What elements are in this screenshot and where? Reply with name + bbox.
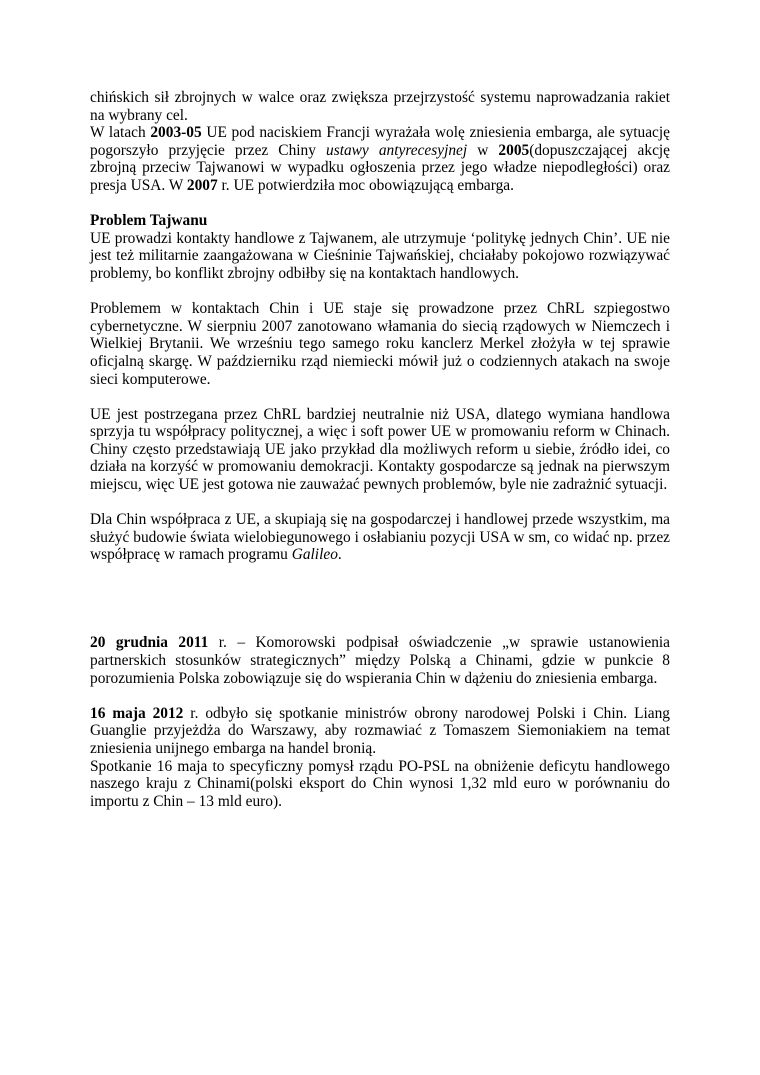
year-2003-05: 2003-05 xyxy=(150,124,202,142)
document-page xyxy=(90,89,670,810)
text-run: r. odbyło się spotkanie ministrów obrony narodowej Polski i Chin. Liang Guanglie przyjeżdża do Warszawy, aby rozmawiać z Tomaszem Siemoniakiem na temat zniesienia unijnego embarga na handel bronią. xyxy=(90,704,670,757)
year-2007: 2007 xyxy=(186,176,218,194)
paragraph-taiwan: UE prowadzi kontakty handlowe z Tajwanem, ale utrzymuje ‘politykę jednych Chin’. UE nie jest też militarnie zaangażowana w Cieśninie Tajwańskiej, chciałaby pokojowo rozwiązywać problemy, bo konflikt zbrojny odbiłby się na kontaktach handlowych. xyxy=(90,229,670,282)
heading-text: Problem Tajwanu xyxy=(90,212,208,230)
spacer xyxy=(90,388,670,406)
paragraph-multipolar xyxy=(90,511,670,564)
text-run: UE pod naciskiem Francji wyrażała wolę zniesienia embarga, ale sytuację pogorszyło przyjęcie przez Chiny xyxy=(90,124,670,159)
text-run: r. UE potwierdziła moc obowiązującą embarga. xyxy=(217,176,514,194)
text-run: r. – Komorowski podpisał oświadczenie „w sprawie ustanowienia partnerskich stosunków strategicznych” między Polską a Chinami, gdzie w punkcie 8 porozumienia Polska zobowiązuje się do wspierania Chin w dążeniu do zniesienia embarga. xyxy=(90,634,670,687)
text-run: Dla Chin współpraca z UE, a skupiają się na gospodarczej i handlowej przede wszystkim, ma służyć budowie świata wielobiegunowego i osłabianiu pozycji USA w sm, co widać np. przez współpracę w ramach programu xyxy=(90,511,670,564)
spacer xyxy=(90,283,670,301)
section-heading xyxy=(90,212,670,230)
spacer xyxy=(90,494,670,512)
law-name: ustawy antyrecesyjnej xyxy=(326,141,468,159)
text-run: (dopuszczającej akcję zbrojną przeciw Tajwanowi w wypadku ogłoszenia przez jego władze niepodległości) oraz presja USA. W xyxy=(90,141,671,194)
spacer xyxy=(90,564,670,634)
text-run: w xyxy=(467,141,499,159)
paragraph-2011-declaration xyxy=(90,634,670,687)
paragraph-soft-power: UE jest postrzegana przez ChRL bardziej neutralnie niż USA, dlatego wymiana handlowa sprzyja tu współpracy politycznej, a więc i soft power UE w promowaniu reform w Chinach. Chiny często przedstawiają UE jako przykład dla możliwych reform u siebie, źródło idei, co działa na korzyść w promowaniu demokracji. Kontakty gospodarcze są jednak na pierwszym miejscu, więc UE jest gotowa nie zauważać pewnych problemów, byle nie zadrażnić sytuacji. xyxy=(90,405,670,494)
paragraph-2012-meeting xyxy=(90,705,670,758)
program-name: Galileo xyxy=(291,546,338,564)
paragraph-missile-guidance: chińskich sił zbrojnych w walce oraz zwiększa przejrzystość systemu naprowadzania rakiet na wybrany cel. xyxy=(90,89,670,124)
paragraph-embargo-history xyxy=(90,124,670,194)
spacer xyxy=(90,195,670,213)
date-2012: 16 maja 2012 xyxy=(90,704,184,722)
spacer xyxy=(90,687,670,705)
date-2011: 20 grudnia 2011 xyxy=(90,634,209,652)
year-2005: 2005 xyxy=(498,141,530,159)
text-run: . xyxy=(337,546,342,564)
paragraph-cyber-espionage: Problemem w kontaktach Chin i UE staje się prowadzone przez ChRL szpiegostwo cybernetyczne. W sierpniu 2007 zanotowano włamania do siecią rządowych w Niemczech i Wielkiej Brytanii. We wrześniu tego samego roku kanclerz Merkel złożyła w tej sprawie oficjalną skargę. W październiku rząd niemiecki mówił już o codziennych atakach na swoje sieci komputerowe. xyxy=(90,300,670,388)
paragraph-trade-deficit: Spotkanie 16 maja to specyficzny pomysł rządu PO-PSL na obniżenie deficytu handlowego naszego kraju z Chinami(polski eksport do Chin wynosi 1,32 mld euro w porównaniu do importu z Chin – 13 mld euro). xyxy=(90,757,670,810)
text-run: W latach xyxy=(90,124,151,142)
